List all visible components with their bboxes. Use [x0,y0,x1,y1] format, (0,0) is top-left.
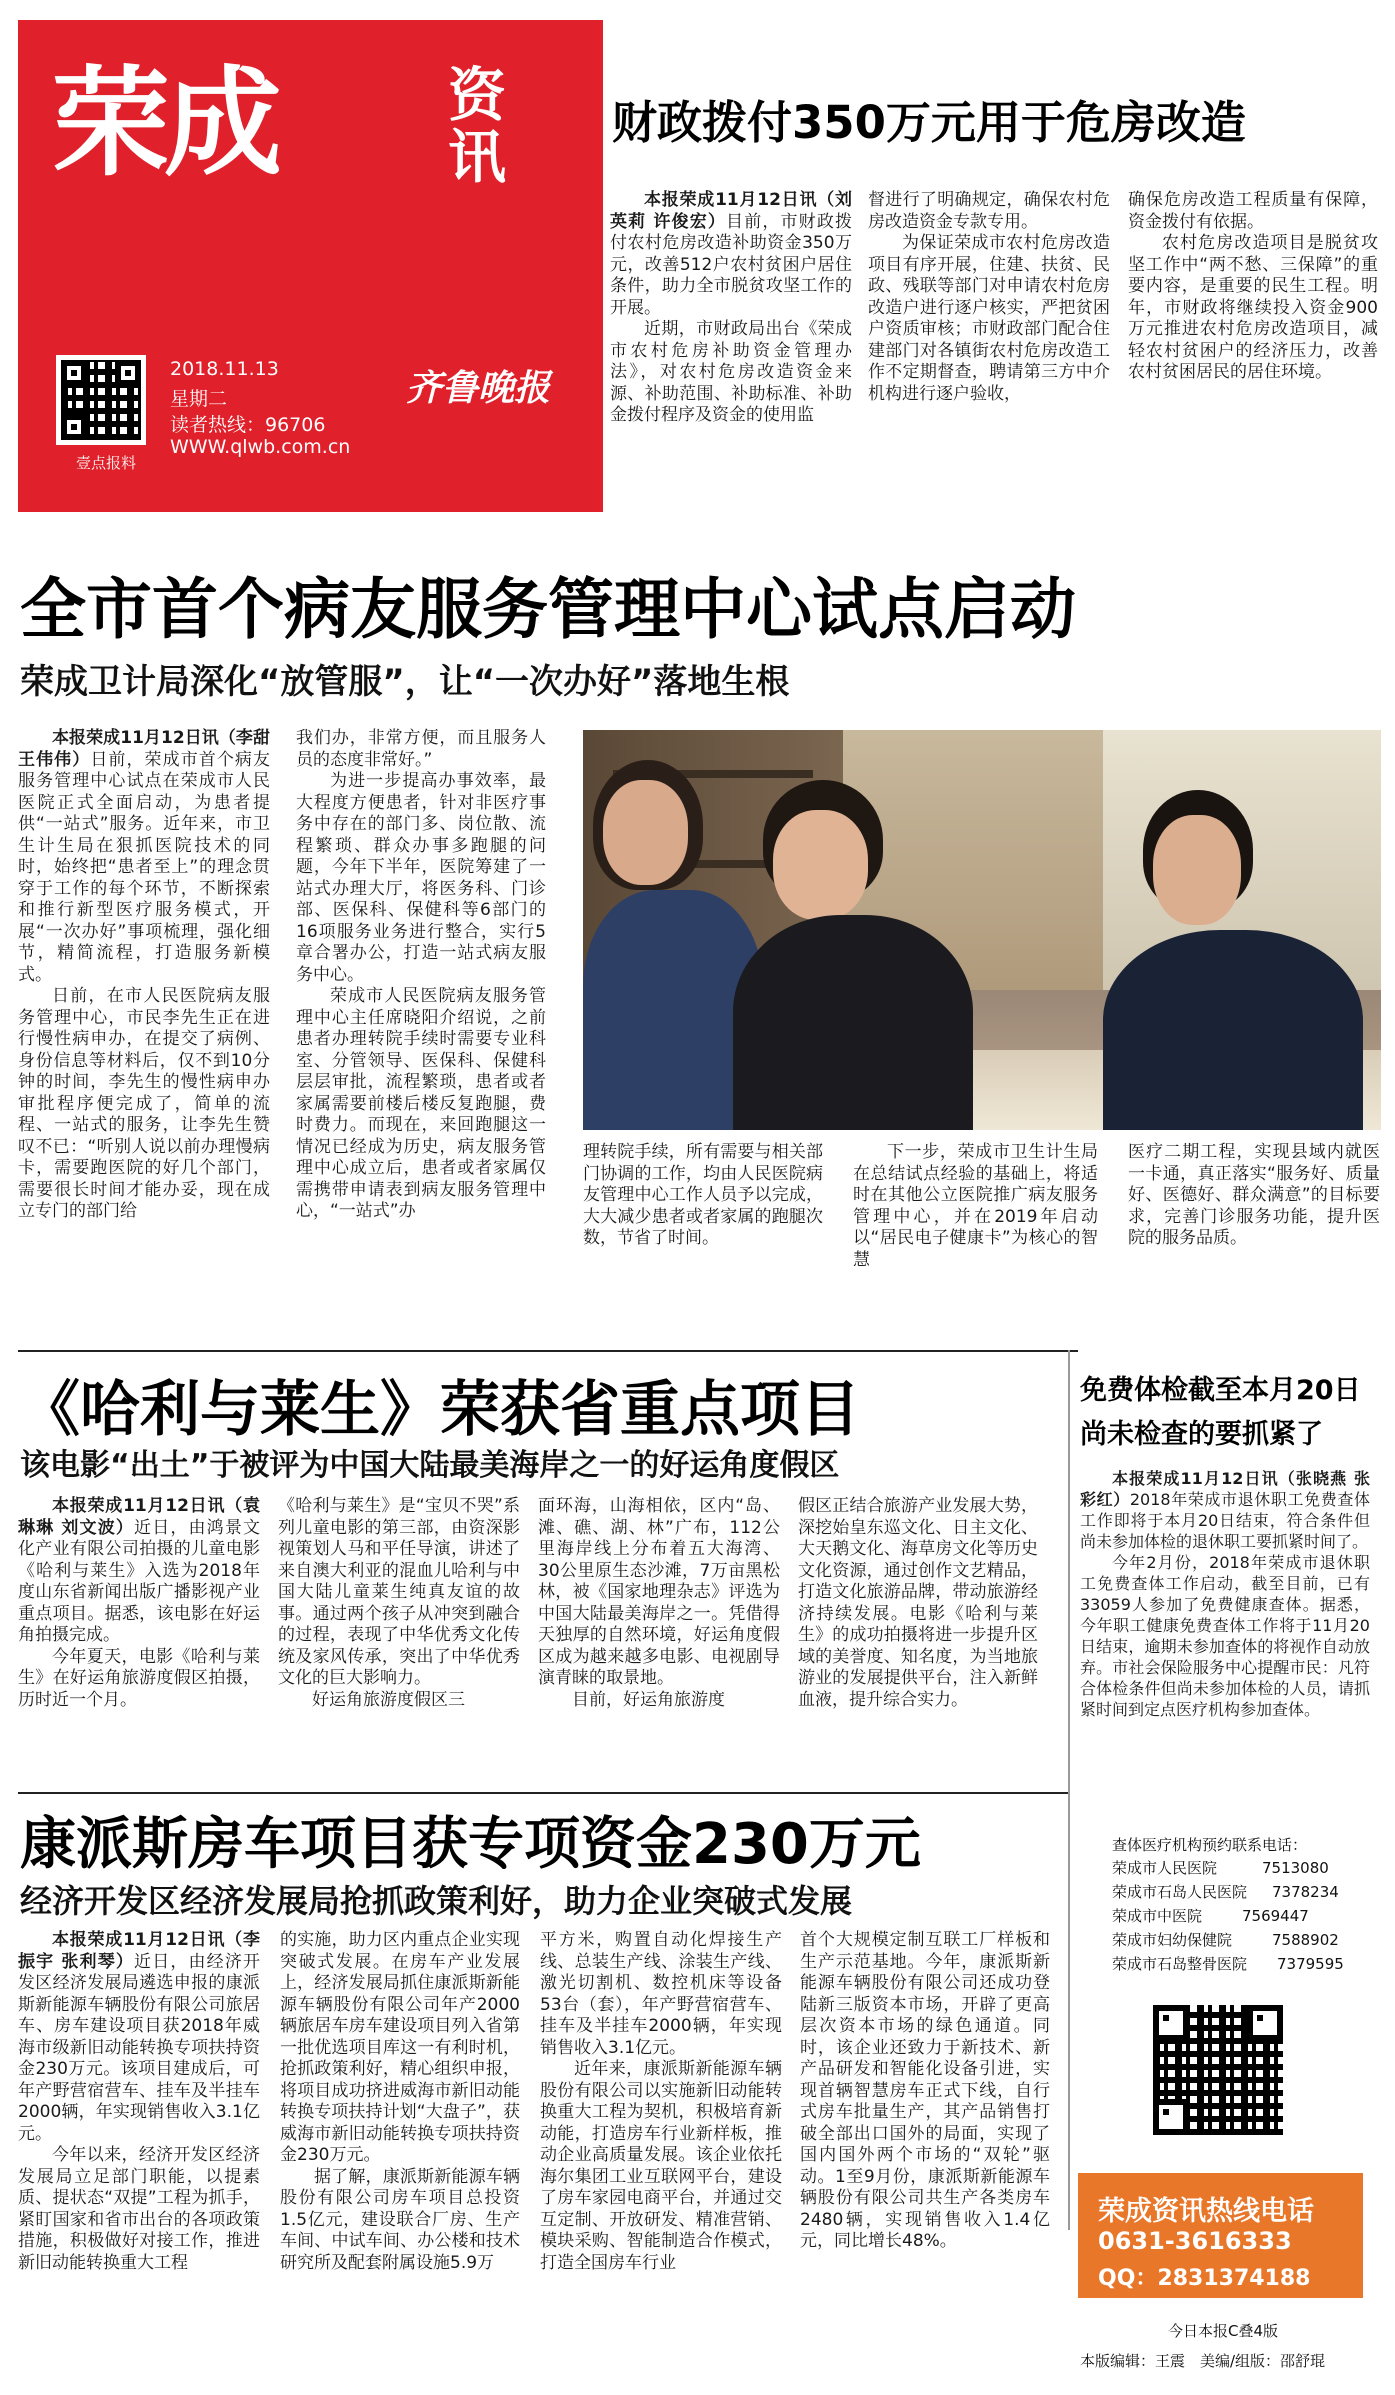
story1-headline: 财政拨付350万元用于危房改造 [612,96,1246,149]
issue-weekday: 星期二 [170,388,228,410]
story3-headline: 《哈利与莱生》荣获省重点项目 [20,1375,860,1445]
story3-col2 [278,1496,520,1776]
story5-col4 [800,1930,1050,2370]
contact-phone: 7513080 [1262,1859,1329,1877]
story4-body [1080,1468,1370,1828]
masthead-title: 荣成 [52,53,277,192]
ad-phone[interactable]: 0631-3616333 [1098,2227,1292,2255]
story3-col4 [798,1496,1038,1776]
story2-p1: 本报荣成11月12日讯（李甜 王伟伟）日前，荣成市首个病友服务管理中心试点在荣成市人民医院正式全面启动，为患者提供“一站式”服务。近年来，市卫生计生局在狠抓医院技术的同时，始终把“患者至上”的理念贯穿于工作的每个环节，不断探索和推行新型医疗服务模式，开展“一次办好”事项梳理，强化细节，精简流程，打造服务新模式。 [18,728,270,985]
story1-p4: 为保证荣成市农村危房改造项目有序开展，住建、扶贫、民政、残联等部门对申请农村危房改造户进行逐户核实，严把贫困户资质审核；市财政部门配合住建部门对各镇街农村危房改造工作不定期督查，聘请第三方中介机构进行逐户验收， [868,233,1110,404]
contact-name: 荣成市石岛人民医院 [1112,1883,1248,1901]
masthead-side-title: 资讯 [448,61,507,191]
story2-col5 [1128,1142,1380,1360]
footer-editors: 本版编辑：王震 美编/组版：邵舒琨 [1080,2352,1326,2370]
story1-col1 [610,190,852,512]
story2-subhead: 荣成卫计局深化“放管服”，让“一次办好”落地生根 [20,662,790,702]
reader-hotline: 读者热线：96706 [170,414,326,436]
story5-p6: 近年来，康派斯新能源车辆股份有限公司以实施新旧动能转换重大工程为契机，积极培育新动能，打造房车行业新样板，推动企业高质量发展。该企业依托海尔集团工业互联网平台，建设了房车家园电商平台，并通过交互定制、开放研发、精准营销、模块采购、智能制造合作模式，打造全国房车行业 [540,2059,782,2273]
contact-phone: 7379595 [1277,1955,1344,1973]
vertical-divider [1068,1350,1070,2230]
story2-p5: 荣成市人民医院病友服务管理中心主任席晓阳介绍说，之前患者办理转院手续时需要专业科室、分管领导、医保科、保健科层层审批，流程繁琐，患者或者家属需要前楼后楼反复跑腿，费时费力。而现在，来回跑腿这一情况已经成为历史，病友服务管理中心成立后，患者或者家属仅需携带申请表到病友服务管理中心，“一站式”办 [296,986,546,1221]
contact-name: 荣成市石岛整骨医院 [1112,1955,1248,1973]
story2-p8: 医疗二期工程，实现县域内就医一卡通，真正落实“服务好、质量好、医德好、群众满意”的目标要求，完善门诊服务功能，提升医院的服务品质。 [1128,1142,1380,1248]
news-photo [583,730,1381,1130]
story1-p1: 本报荣成11月12日讯（刘英莉 许俊宏）目前，市财政拨付农村危房改造补助资金350万元，改善512户农村贫困户居住条件，助力全市脱贫攻坚工作的开展。 [610,190,852,318]
story2-p4: 为进一步提高办事效率，最大程度方便患者，针对非医疗事务中存在的部门多、岗位散、流程繁琐、群众办事多跑腿的问题，今年下半年，医院筹建了一站式办理大厅，将医务科、门诊部、医保科、保健科等6部门的16项服务业务进行整合，实行5章合署办公，打造一站式病友服务中心。 [296,771,546,985]
story5-p1: 本报荣成11月12日讯（李振宇 张利琴）近日，由经济开发区经济发展局遴选申报的康派斯新能源车辆股份有限公司旅居车、房车建设项目获2018年威海市级新旧动能转换专项扶持资金230万元。该项目建成后，可年产野营宿营车、挂车及半挂车2000辆，年实现销售收入3.1亿元。 [18,1930,260,2144]
story1-p5: 确保危房改造工程质量有保障，资金拨付有依据。 [1128,190,1378,232]
story3-col1 [18,1496,260,1776]
story3-p5: 面环海，山海相依，区内“岛、滩、礁、湖、林”广布，112公里海岸线上分布着五大海湾、30公里原生态沙滩，7万亩黑松林，被《国家地理杂志》评选为中国大陆最美海岸之一。凭借得天独厚的自然环境，好运角度假区成为越来越多电影、电视剧导演青睐的取景地。 [538,1496,780,1688]
contact-phone: 7569447 [1242,1907,1309,1925]
story5-headline: 康派斯房车项目获专项资金230万元 [20,1812,921,1877]
story3-p6: 目前，好运角旅游度 [572,1689,725,1710]
story2-p6: 理转院手续，所有需要与相关部门协调的工作，均由人民医院病友管理中心工作人员予以完成，大大减少患者或者家属的跑腿次数，节省了时间。 [583,1142,823,1248]
contact-row [1112,1882,1339,1902]
report-label: 壹点报料 [75,454,136,472]
story5-p4: 据了解，康派斯新能源车辆股份有限公司房车项目总投资1.5亿元，建设联合厂房、生产车间、中试车间、办公楼和技术研究所及配套附属设施5.9万 [280,2166,520,2273]
qr-code-icon[interactable] [56,355,146,445]
story3-col3 [538,1496,780,1776]
story1-p3: 督进行了明确规定，确保农村危房改造资金专款专用。 [868,190,1110,232]
website[interactable]: WWW.qlwb.com.cn [170,436,351,458]
story5-col3 [540,1930,782,2370]
story4-p1: 本报荣成11月12日讯（张晓燕 张彩红）2018年荣成市退休职工免费查体工作即将于本月20日结束，符合条件但尚未参加体检的退休职工要抓紧时间了。 [1080,1469,1370,1551]
story1-col2 [868,190,1110,512]
story4-headline-1: 免费体检截至本月20日 [1080,1375,1361,1406]
story4-headline-2: 尚未检查的要抓紧了 [1080,1419,1323,1450]
divider [18,1350,1078,1352]
story2-headline: 全市首个病友服务管理中心试点启动 [20,571,1076,648]
story3-p1: 本报荣成11月12日讯（袁琳琳 刘文波）近日，由鸿景文化产业有限公司拍摄的儿童电影《哈利与莱生》入选为2018年度山东省新闻出版广播影视产业重点项目。据悉，该电影在好运角拍摄完成。 [18,1496,260,1645]
contact-phone: 7378234 [1272,1883,1339,1901]
story2-col1 [18,728,270,1358]
story2-col3 [583,1142,823,1360]
story3-subhead: 该电影“出土”于被评为中国大陆最美海岸之一的好运角度假区 [20,1448,840,1483]
contact-name: 荣成市妇幼保健院 [1112,1931,1233,1949]
contact-row [1112,1906,1309,1926]
story4-p2: 今年2月份，2018年荣成市退休职工免费查体工作启动，截至目前，已有33059人参加了免费健康查体。据悉，今年职工健康免费查体工作将于11月20日结束，逾期未参加查体的将视作自动放弃。市社会保险服务中心提醒市民：凡符合体检条件但尚未参加体检的人员，请抓紧时间到定点医疗机构参加查体。 [1080,1553,1370,1719]
story2-col4 [853,1142,1098,1360]
footer-edition: 今日本报C叠4版 [1168,2322,1279,2340]
story1-p6: 农村危房改造项目是脱贫攻坚工作中“两不愁、三保障”的重要内容，是重要的民生工程。明年，市财政将继续投入资金900万元推进农村危房改造项目，减轻农村贫困户的经济压力，改善农村贫困居民的居住环境。 [1128,233,1378,382]
story3-p7: 假区正结合旅游产业发展大势，深挖始皇东巡文化、日主文化、大天鹅文化、海草房文化等历史文化资源，通过创作文艺精品，打造文化旅游品牌，带动旅游经济持续发展。电影《哈利与莱生》的成功拍摄将进一步提升区域的美誉度、知名度，为当地旅游业的发展提供平台，注入新鲜血液，提升综合实力。 [798,1496,1038,1710]
story5-p3: 的实施，助力区内重点企业实现突破式发展。在房车产业发展上，经济发展局抓住康派斯新能源车辆股份有限公司年产2000辆旅居车房车建设项目列入省第一批优选项目库这一有利时机，抢抓政策利好，精心组织申报，将项目成功挤进威海市新旧动能转换专项扶持计划“大盘子”，获威海市新旧动能转换专项扶持资金230万元。 [280,1930,520,2165]
story5-col2 [280,1930,520,2370]
masthead [18,20,603,512]
story3-p3: 《哈利与莱生》是“宝贝不哭”系列儿童电影的第三部，由资深影视策划人马和平任导演，讲述了来自澳大利亚的混血儿哈利与中国大陆儿童莱生纯真友谊的故事。通过两个孩子从冲突到融合的过程，表现了中华优秀文化传统及家风传承，突出了中华优秀文化的巨大影响力。 [278,1496,520,1688]
newspaper-logo: 齐鲁晚报 [406,367,551,409]
story3-p2: 今年夏天，电影《哈利与莱生》在好运角旅游度假区拍摄，历时近一个月。 [18,1646,260,1710]
story2-p7: 下一步，荣成市卫生计生局在总结试点经验的基础上，将适时在其他公立医院推广病友服务管理中心，并在2019年启动以“居民电子健康卡”为核心的智慧 [853,1142,1098,1270]
qr-code-icon[interactable] [1148,2000,1288,2140]
contacts-title: 查体医疗机构预约联系电话： [1112,1836,1308,1854]
story1-p2: 近期，市财政局出台《荣成市农村危房补助资金管理办法》，对农村危房改造资金来源、补助范围、补助标准、补助金拨付程序及资金的使用监 [610,319,852,425]
issue-date: 2018.11.13 [170,358,279,380]
story1-col3 [1128,190,1378,512]
contact-row [1112,1954,1344,1974]
ad-qq[interactable]: QQ：2831374188 [1098,2266,1311,2291]
story5-col1 [18,1930,260,2370]
divider [18,1792,1068,1794]
story2-col2 [296,728,546,1358]
story5-p5: 平方米，购置自动化焊接生产线、总装生产线、涂装生产线、激光切割机、数控机床等设备53台（套），年产野营宿营车、挂车及半挂车2000辆，年实现销售收入3.1亿元。 [540,1930,782,2058]
contact-name: 荣成市人民医院 [1112,1859,1218,1877]
story2-p3: 我们办，非常方便，而且服务人员的态度非常好。” [296,728,546,770]
story5-p2: 今年以来，经济开发区经济发展局立足部门职能，以提素质、提状态“双提”工程为抓手，紧盯国家和省市出台的各项政策措施，积极做好对接工作，推进新旧动能转换重大工程 [18,2145,260,2273]
story2-p2: 日前，在市人民医院病友服务管理中心，市民李先生正在进行慢性病申办，在提交了病例、身份信息等材料后，仅不到10分钟的时间，李先生的慢性病申办审批程序便完成了，简单的流程、一站式的服务，让李先生赞叹不已：“听别人说以前办理慢病卡，需要跑医院的好几个部门，需要很长时间才能办妥，现在成立专门的部门给 [18,986,270,1221]
contact-name: 荣成市中医院 [1112,1907,1203,1925]
contact-row [1112,1858,1329,1878]
hotline-ad [1078,2173,1363,2298]
story5-p7: 首个大规模定制互联工厂样板和生产示范基地。今年，康派斯新能源车辆股份有限公司还成功登陆新三版资本市场，开辟了更高层次资本市场的绿色通道。同时，该企业还致力于新技术、新产品研发和智能化设备引进，实现首辆智慧房车正式下线，自行式房车批量生产，其产品销售打破全部出口国外的局面，实现了国内国外两个市场的“双轮”驱动。1至9月份，康派斯新能源车辆股份有限公司共生产各类房车2480辆，实现销售收入1.4亿元，同比增长48%。 [800,1930,1050,2251]
contact-row [1112,1930,1339,1950]
story5-subhead: 经济开发区经济发展局抢抓政策利好，助力企业突破式发展 [20,1882,853,1920]
ad-title: 荣成资讯热线电话 [1098,2196,1314,2227]
story3-p4: 好运角旅游度假区三 [312,1689,465,1710]
contact-phone: 7588902 [1272,1931,1339,1949]
